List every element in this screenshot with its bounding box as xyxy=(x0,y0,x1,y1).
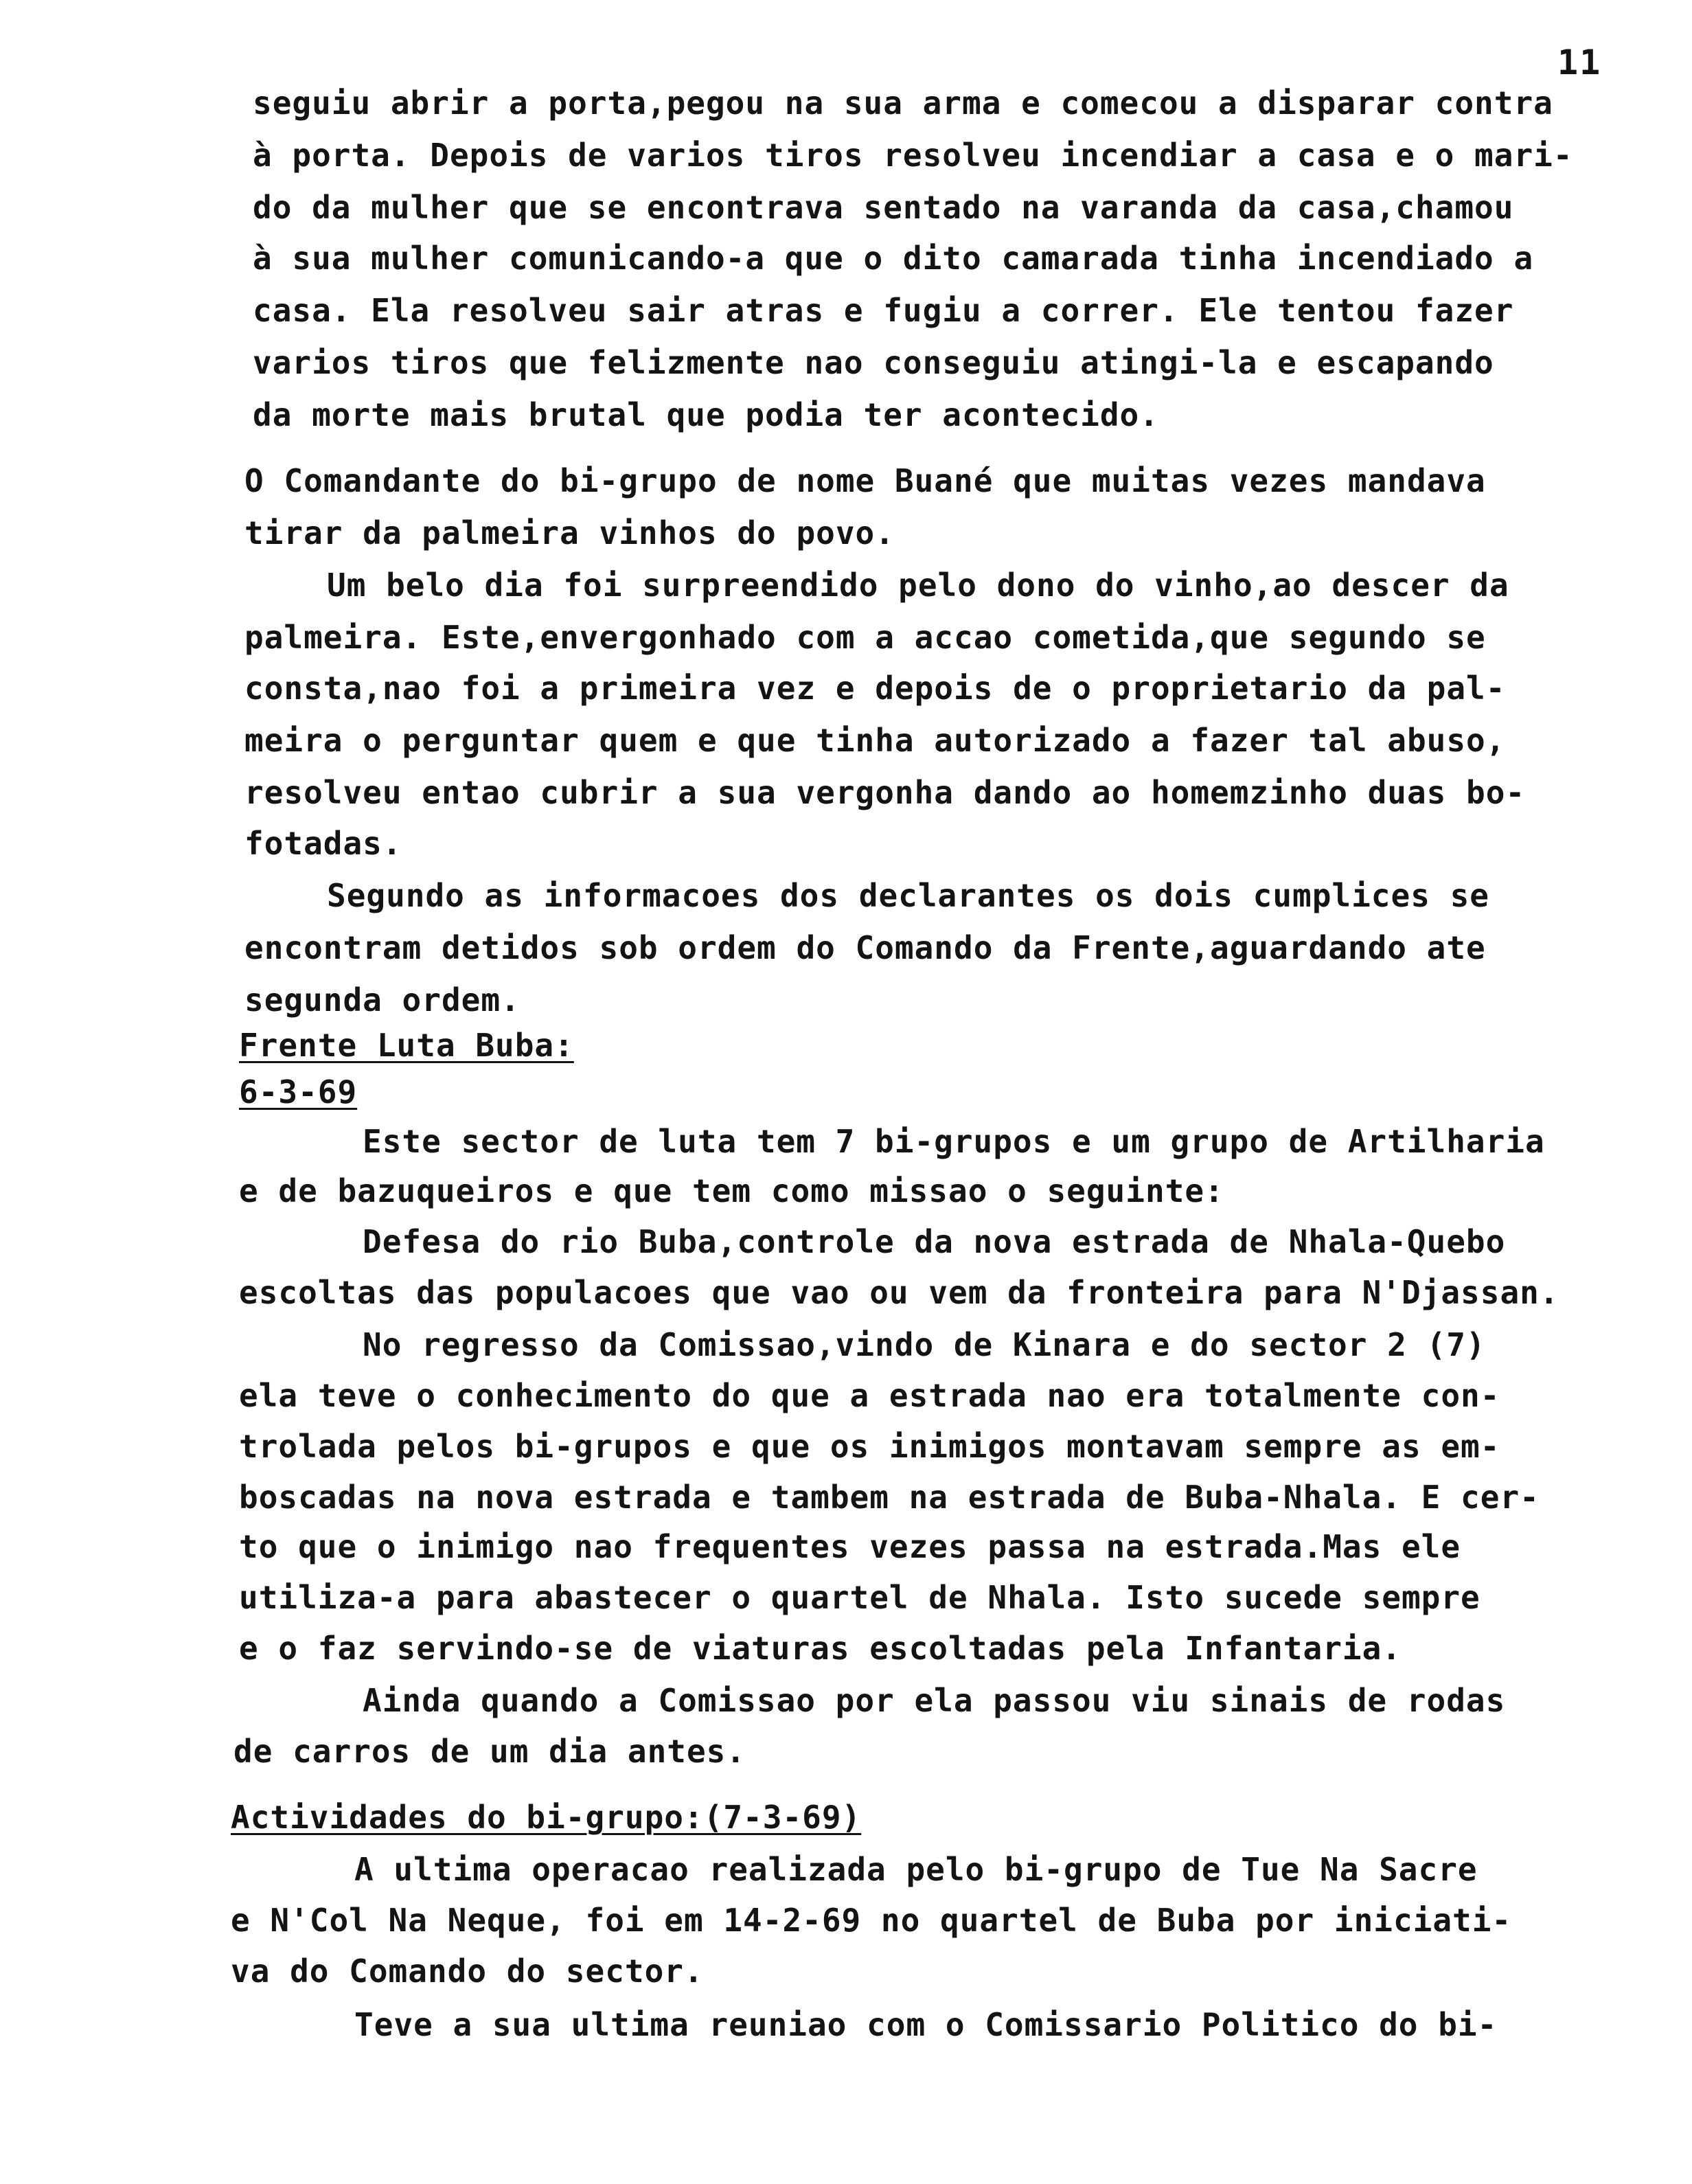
text-line: trolada pelos bi-grupos e que os inimigos montavam sempre as em- xyxy=(239,1428,1500,1465)
text-line: fotadas. xyxy=(244,825,402,862)
text-line: Defesa do rio Buba,controle da nova estrada de Nhala-Quebo xyxy=(363,1223,1506,1260)
section-heading-activities: Actividades do bi-grupo:(7-3-69) xyxy=(231,1799,862,1836)
text-line: à porta. Depois de varios tiros resolveu incendiar a casa e o mari- xyxy=(253,137,1573,174)
text-line: Segundo as informacoes dos declarantes os dois cumplices se xyxy=(327,877,1489,914)
text-line: encontram detidos sob ordem do Comando da Frente,aguardando ate xyxy=(244,929,1486,966)
text-line: Ainda quando a Comissao por ela passou viu sinais de rodas xyxy=(363,1682,1506,1719)
text-line: palmeira. Este,envergonhado com a accao cometida,que segundo se xyxy=(244,619,1486,656)
text-line: à sua mulher comunicando-a que o dito camarada tinha incendiado a xyxy=(253,240,1534,277)
text-line: Teve a sua ultima reuniao com o Comissario Politico do bi- xyxy=(354,2006,1498,2043)
text-line: meira o perguntar quem e que tinha autorizado a fazer tal abuso, xyxy=(244,722,1506,759)
text-line: varios tiros que felizmente nao conseguiu atingi-la e escapando xyxy=(253,344,1494,381)
text-line: e de bazuqueiros e que tem como missao o seguinte: xyxy=(239,1172,1224,1209)
text-line: do da mulher que se encontrava sentado na varanda da casa,chamou xyxy=(253,189,1514,226)
text-line: Este sector de luta tem 7 bi-grupos e um grupo de Artilharia xyxy=(363,1123,1545,1160)
text-line: segunda ordem. xyxy=(244,981,521,1019)
text-line: resolveu entao cubrir a sua vergonha dando ao homemzinho duas bo- xyxy=(244,774,1526,811)
text-line: da morte mais brutal que podia ter acontecido. xyxy=(253,396,1159,433)
text-line: Um belo dia foi surpreendido pelo dono do vinho,ao descer da xyxy=(327,567,1509,604)
text-line: casa. Ela resolveu sair atras e fugiu a correr. Ele tentou fazer xyxy=(253,292,1514,329)
text-line: A ultima operacao realizada pelo bi-grupo de Tue Na Sacre xyxy=(354,1851,1478,1888)
text-line: e N'Col Na Neque, foi em 14-2-69 no quartel de Buba por iniciati- xyxy=(231,1902,1512,1939)
text-line: seguiu abrir a porta,pegou na sua arma e comecou a disparar contra xyxy=(253,84,1553,122)
section-heading: Frente Luta Buba: xyxy=(239,1027,574,1064)
text-line: tirar da palmeira vinhos do povo. xyxy=(244,514,895,551)
text-line: va do Comando do sector. xyxy=(231,1953,704,1990)
text-line: boscadas na nova estrada e tambem na estrada de Buba-Nhala. E cer- xyxy=(239,1479,1540,1516)
text-line: No regresso da Comissao,vindo de Kinara e do sector 2 (7) xyxy=(363,1326,1486,1363)
text-line: consta,nao foi a primeira vez e depois de o proprietario da pal- xyxy=(244,670,1506,707)
text-line: O Comandante do bi-grupo de nome Buané que muitas vezes mandava xyxy=(244,462,1486,499)
text-line: to que o inimigo nao frequentes vezes passa na estrada.Mas ele xyxy=(239,1528,1461,1565)
page-number: 11 xyxy=(1557,43,1602,82)
section-date: 6-3-69 xyxy=(239,1073,358,1111)
text-line: ela teve o conhecimento do que a estrada nao era totalmente con- xyxy=(239,1377,1500,1414)
text-line: e o faz servindo-se de viaturas escoltadas pela Infantaria. xyxy=(239,1630,1402,1667)
text-line: de carros de um dia antes. xyxy=(233,1733,746,1770)
text-line: escoltas das populacoes que vao ou vem da fronteira para N'Djassan. xyxy=(239,1274,1559,1311)
text-line: utiliza-a para abastecer o quartel de Nhala. Isto sucede sempre xyxy=(239,1579,1480,1616)
